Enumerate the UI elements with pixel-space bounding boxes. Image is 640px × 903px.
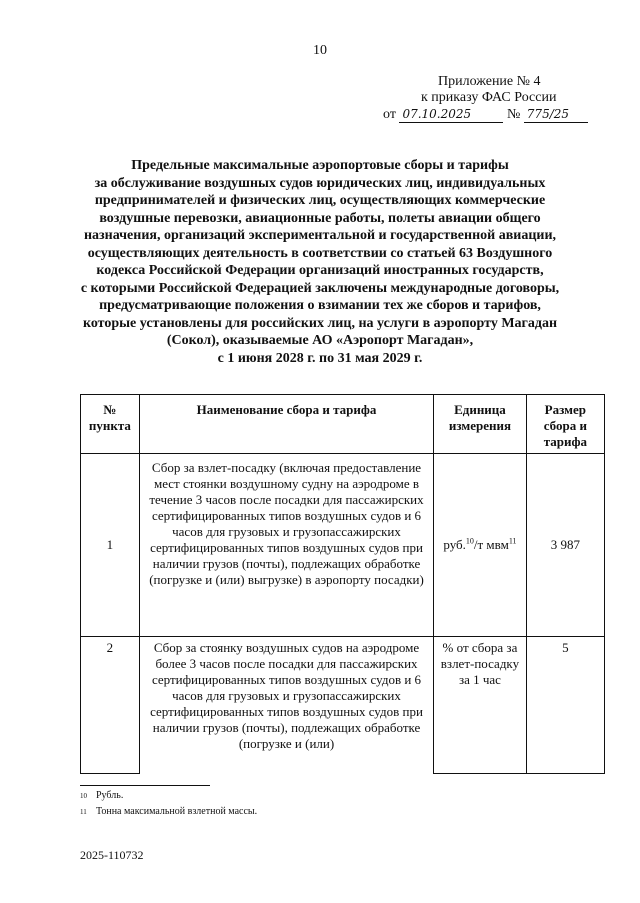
header-name: Наименование сбора и тарифа xyxy=(139,395,433,454)
footnote-mark: 11 xyxy=(80,808,87,816)
cell-item-number: 1 xyxy=(81,454,140,637)
header-item-number: № пункта xyxy=(81,395,140,454)
cell-unit: % от сбора за взлет-посадку за 1 час xyxy=(434,637,526,774)
tariff-table xyxy=(80,394,605,774)
footnote-ref: 11 xyxy=(508,536,517,546)
header-unit: Единица измерения xyxy=(434,395,526,454)
unit-text: руб. xyxy=(443,537,466,552)
footnote xyxy=(80,788,257,804)
table-row xyxy=(81,637,605,774)
title-line: воздушные перевозки, авиационные работы, полеты авиации общего xyxy=(99,210,541,226)
appendix-title: Приложение № 4 xyxy=(438,74,541,89)
table-row xyxy=(81,454,605,637)
cell-size: 5 xyxy=(526,637,604,774)
table-header-row xyxy=(81,395,605,454)
cell-size: 3 987 xyxy=(526,454,604,637)
header-size: Размер сбора и тарифа xyxy=(526,395,604,454)
title-line: с которыми Российской Федерацией заключены международные договоры, xyxy=(80,280,560,296)
footnotes xyxy=(80,788,257,820)
footnote-text: Рубль. xyxy=(96,790,124,801)
title-line: (Сокол), оказываемые АО «Аэропорт Магадан», xyxy=(166,333,474,348)
title-line: кодекса Российской Федерации организаций иностранных государств, xyxy=(96,263,544,278)
document-id: 2025-110732 xyxy=(80,848,144,862)
appendix-date-line xyxy=(383,106,603,123)
footnote-separator xyxy=(80,785,210,786)
document-title xyxy=(70,157,570,367)
title-line: предусматривающие положения о взимании тех же сборов и тарифов, xyxy=(99,298,541,313)
footnote-ref: 10 xyxy=(465,536,474,546)
handwritten-date: 07.10.2025 xyxy=(399,106,503,123)
unit-text: /т мвм xyxy=(473,537,509,552)
number-label: № xyxy=(506,107,521,122)
footnote-text: Тонна максимальной взлетной массы. xyxy=(96,806,258,817)
cell-name: Сбор за взлет-посадку (включая предоставление мест стоянки воздушному судну на аэродроме в течение 3 часов после посадки для пассажирских сертифицированных типов воздушных судов и 6 часов для грузовых и грузопассажирских сертифицированных типов воздушных судов при наличии грузов (почты), подлежащих обработке (погрузке и (или) выгрузке) в аэропорту посадки) xyxy=(139,454,433,637)
handwritten-order-number: 775/25 xyxy=(524,106,588,123)
title-line: осуществляющих деятельность в соответствии со статьей 63 Воздушного xyxy=(87,245,553,261)
cell-name: Сбор за стоянку воздушных судов на аэродроме более 3 часов после посадки для пассажирских сертифицированных типов воздушных судов и 6 часов для грузовых и грузопассажирских сертифицированных типов воздушных судов при наличии грузов (почты), подлежащих обработке (погрузке и (или) xyxy=(139,637,433,774)
title-line: предпринимателей и физических лиц, осуществляющих коммерческие xyxy=(94,193,546,208)
page-number: 10 xyxy=(313,43,327,58)
title-line: Предельные максимальные аэропортовые сборы и тарифы xyxy=(131,158,509,173)
title-line: за обслуживание воздушных судов юридических лиц, индивидуальных xyxy=(94,175,546,191)
title-line: с 1 июня 2028 г. по 31 мая 2029 г. xyxy=(217,350,423,366)
cell-item-number: 2 xyxy=(81,637,140,774)
footnote xyxy=(80,804,257,820)
cell-unit xyxy=(434,454,526,637)
from-label: от xyxy=(383,107,396,122)
footnote-mark: 10 xyxy=(80,792,87,800)
title-line: назначения, организаций экспериментальной и государственной авиации, xyxy=(83,228,557,243)
appendix-block xyxy=(383,74,603,123)
title-line: которые установлены для российских лиц, на услуги в аэропорту Магадан xyxy=(82,315,558,331)
appendix-order-ref: к приказу ФАС России xyxy=(421,90,557,105)
